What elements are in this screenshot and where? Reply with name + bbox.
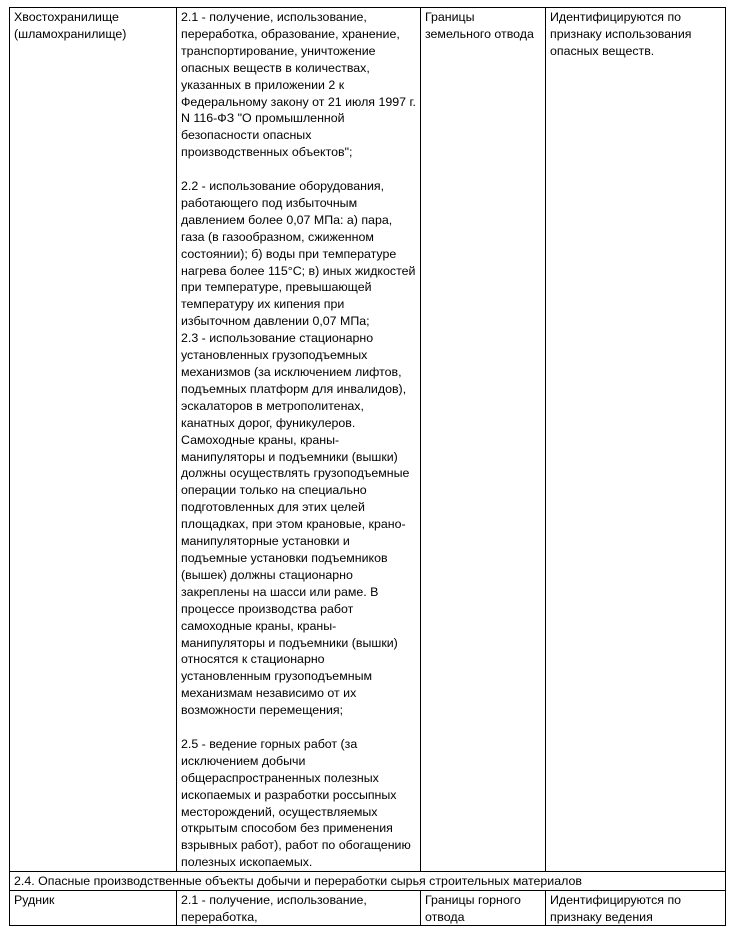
section-heading: 2.4. Опасные производственные объекты добычи и переработки сырья строительных материалов xyxy=(10,872,726,891)
criterion-2-5: 2.5 - ведение горных работ (за исключением добычи общераспространенных полезных ископаемых и разработки россыпных месторождений, осуществляемых открытым способом без применения взрывных работ), работ по обогащению полезных ископаемых. xyxy=(181,736,411,870)
identification-text: Идентифицируются по признаку ведения xyxy=(550,893,682,924)
boundaries-cell xyxy=(421,8,546,872)
object-name-cell xyxy=(10,8,177,872)
criterion-2-1: 2.1 - получение, использование, переработка, xyxy=(181,893,367,924)
object-name: Хвостохранилище (шламохранилище) xyxy=(14,10,127,41)
object-name: Рудник xyxy=(14,893,55,908)
table-row xyxy=(10,891,726,926)
paragraph-gap xyxy=(181,161,416,178)
criterion-2-3: 2.3 - использование стационарно установленных грузоподъемных механизмов (за исключением лифтов, подъемных платформ для инвалидов), эскалаторов в метрополитенах, канатных дорог, фуникулеров. Самоходные краны, краны-манипуляторы и подъемники (вышки) должны осуществлять грузоподъемные операции только на специально подготовленных для этих целей площадках, при этом крановые, крано-манипуляторные установки и подъемные установки подъемников (вышек) должны стационарно закреплены на шасси или раме. В процессе производства работ самоходные краны, краны-манипуляторы и подъемники (вышки) относятся к стационарно установленным грузоподъемным механизмам независимо от их возможности перемещения; xyxy=(181,331,410,718)
paragraph-gap xyxy=(181,719,416,736)
criterion-2-1: 2.1 - получение, использование, переработка, образование, хранение, транспортирование, уничтожение опасных веществ в количествах, указанных в приложении 2 к Федеральному закону от 21 июля 1997 г. N 116-ФЗ "О промышленной безопасности опасных производственных объектов"; xyxy=(181,10,416,160)
identification-cell xyxy=(546,891,726,926)
criterion-2-2: 2.2 - использование оборудования, работающего под избыточным давлением более 0,07 МПа: а) пара, газа (в газообразном, сжиженном состоянии); б) воды при температуре нагрева более 115°С; в) иных жидкостей при температуре, превышающей температуру их кипения при избыточном давлении 0,07 МПа; xyxy=(181,179,416,329)
criteria-cell xyxy=(177,8,421,872)
boundaries-text: Границы горного отвода xyxy=(425,893,521,924)
boundaries-text: Границы земельного отвода xyxy=(425,10,534,41)
section-heading-row xyxy=(10,872,726,891)
hazard-objects-table xyxy=(9,7,726,926)
criteria-cell xyxy=(177,891,421,926)
object-name-cell xyxy=(10,891,177,926)
identification-cell xyxy=(546,8,726,872)
table-row xyxy=(10,8,726,872)
boundaries-cell xyxy=(421,891,546,926)
identification-text: Идентифицируются по признаку использования опасных веществ. xyxy=(550,10,692,58)
